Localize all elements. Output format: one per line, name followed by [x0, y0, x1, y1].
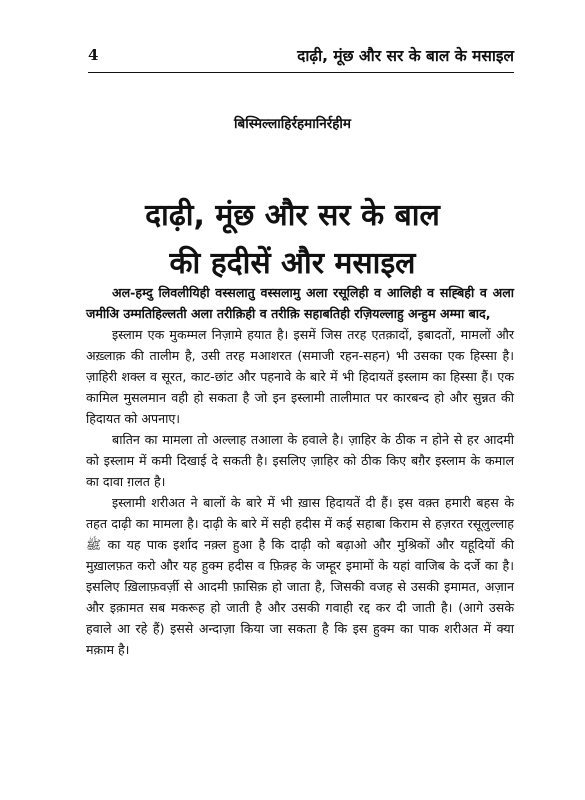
opening-invocation-paragraph: अल-हम्दु लिवलीयिही वस्सलातु वस्सलामु अला रसूलिही व आलिही व सह्बिही व अला जमीअि उम्मतिहिल्लती अला तरीक़िही व तरीक़ि सहाबतिही रज़ियल्लाहु अन्हुम अम्मा बाद,: [86, 285, 514, 321]
page-header: [88, 44, 514, 70]
body-paragraph: बातिन का मामला तो अल्लाह तआला के हवाले है। ज़ाहिर के ठीक न होने से हर आदमी को इस्लाम में कमी दिखाई दे सकती है। इसलिए ज़ाहिर को ठीक किए बग़ैर इस्लाम के कमाल का दावा ग़लत है।: [86, 432, 514, 489]
body-text: [86, 282, 514, 660]
chapter-title: [0, 192, 585, 288]
page-number: 4: [88, 46, 99, 64]
body-paragraph: इस्लाम एक मुकम्मल निज़ामे हयात है। इसमें जिस तरह एतक़ादों, इबादतों, मामलों और अख़्लाक़ की तालीम है, उसी तरह मआशरत (समाजी रहन-सहन) भी उसका एक हिस्सा है। ज़ाहिरी शक्ल व सूरत, काट-छांट और पहनावे के बारे में भी हिदायतें इस्लाम का हिस्सा हैं। एक कामिल मुसलमान वही हो सकता है जो इन इस्लामी तालीमात पर कारबन्द हो और सुन्नत की हिदायत को अपनाए।: [86, 327, 514, 426]
running-title: दाढ़ी, मूंछ और सर के बाल के मसाइल: [297, 47, 514, 65]
body-paragraph: इस्लामी शरीअत ने बालों के बारे में भी ख़ास हिदायतें दी हैं। इस वक़्त हमारी बहस के तहत दाढ़ी का मामला है। दाढ़ी के बारे में सही हदीस में कई सहाबा किराम से हज़रत रसूलुल्लाह ﷺ का यह पाक इर्शाद नक़्ल हुआ है कि दाढ़ी को बढ़ाओ और मुश्रिकों और यहूदियों की मुख़ालफ़त करो और यह हुक्म हदीस व फ़िक़्ह के जम्हूर इमामों के यहां वाजिब के दर्जे का है। इसलिए ख़िलाफ़वर्ज़ी से आदमी फ़ासिक़ हो जाता है, जिसकी वजह से उसकी इमामत, अज़ान और इक़ामत सब मकरूह हो जाती है और उसकी गवाही रद्द कर दी जाती है। (आगे उसके हवाले आ रहे हैं) इससे अन्दाज़ा किया जा सकता है कि इस हुक्म का पाक शरीअत में क्या मक़ाम है।: [86, 495, 514, 657]
header-rule: [88, 72, 514, 73]
chapter-title-line-1: दाढ़ी, मूंछ और सर के बाल: [145, 198, 440, 233]
bismillah-heading: बिस्मिल्लाहिर्रहमानिर्रहीम: [234, 116, 351, 132]
chapter-title-line-2: की हदीसें और मसाइल: [169, 246, 416, 281]
